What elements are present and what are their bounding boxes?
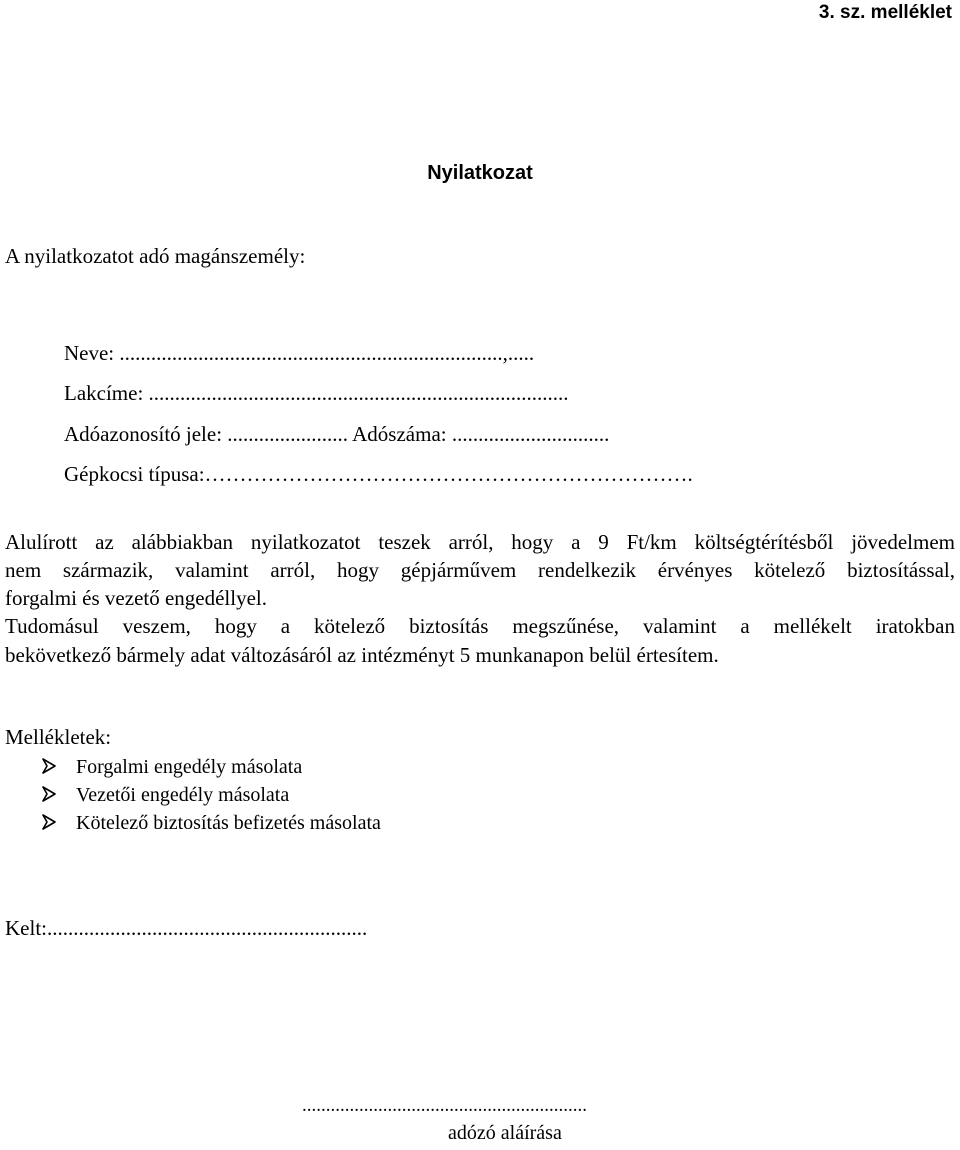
- field-car-type: Gépkocsi típusa:…………………………………………………………….: [64, 462, 693, 486]
- attachment-item: [42, 810, 381, 836]
- body-line-3: forgalmi és vezető engedéllyel.: [5, 586, 268, 610]
- date-line: Kelt:.............................................................: [5, 916, 368, 940]
- body-line-2: nem származik, valamint arról, hogy gépjárművem rendelkezik érvényes kötelező biztosítással,: [5, 558, 955, 582]
- attachment-item: [42, 782, 289, 808]
- arrow-bullet-icon: [42, 811, 56, 827]
- attachment-label: Vezetői engedély másolata: [76, 784, 290, 806]
- document-title: Nyilatkozat: [427, 162, 533, 184]
- arrow-bullet-icon: [42, 783, 56, 799]
- signature-label: adózó aláírása: [448, 1122, 562, 1144]
- attachment-label: Forgalmi engedély másolata: [76, 756, 303, 778]
- attachments-heading: Mellékletek:: [5, 725, 112, 749]
- field-tax-id: Adóazonosító jele: ....................... Adószáma: ..............................: [64, 422, 610, 446]
- arrow-bullet-icon: [42, 755, 56, 771]
- body-line-4: Tudomásul veszem, hogy a kötelező biztosítás megszűnése, valamint a mellékelt iratokban: [5, 614, 955, 638]
- field-name: Neve: .........................................................................,.....: [64, 341, 535, 365]
- body-line-1: Alulírott az alábbiakban nyilatkozatot teszek arról, hogy a 9 Ft/km költségtérítésből jövedelmem: [5, 530, 955, 554]
- body-line-5: bekövetkező bármely adat változásáról az intézményt 5 munkanapon belül értesítem.: [5, 643, 719, 667]
- annex-label: 3. sz. melléklet: [818, 2, 952, 23]
- signature-dots: ............................................................: [302, 1095, 587, 1116]
- attachment-label: Kötelező biztosítás befizetés másolata: [76, 812, 381, 834]
- attachment-item: [42, 754, 302, 780]
- declarant-heading: A nyilatkozatot adó magánszemély:: [5, 244, 306, 268]
- field-address: Lakcíme: ................................................................................: [64, 381, 569, 405]
